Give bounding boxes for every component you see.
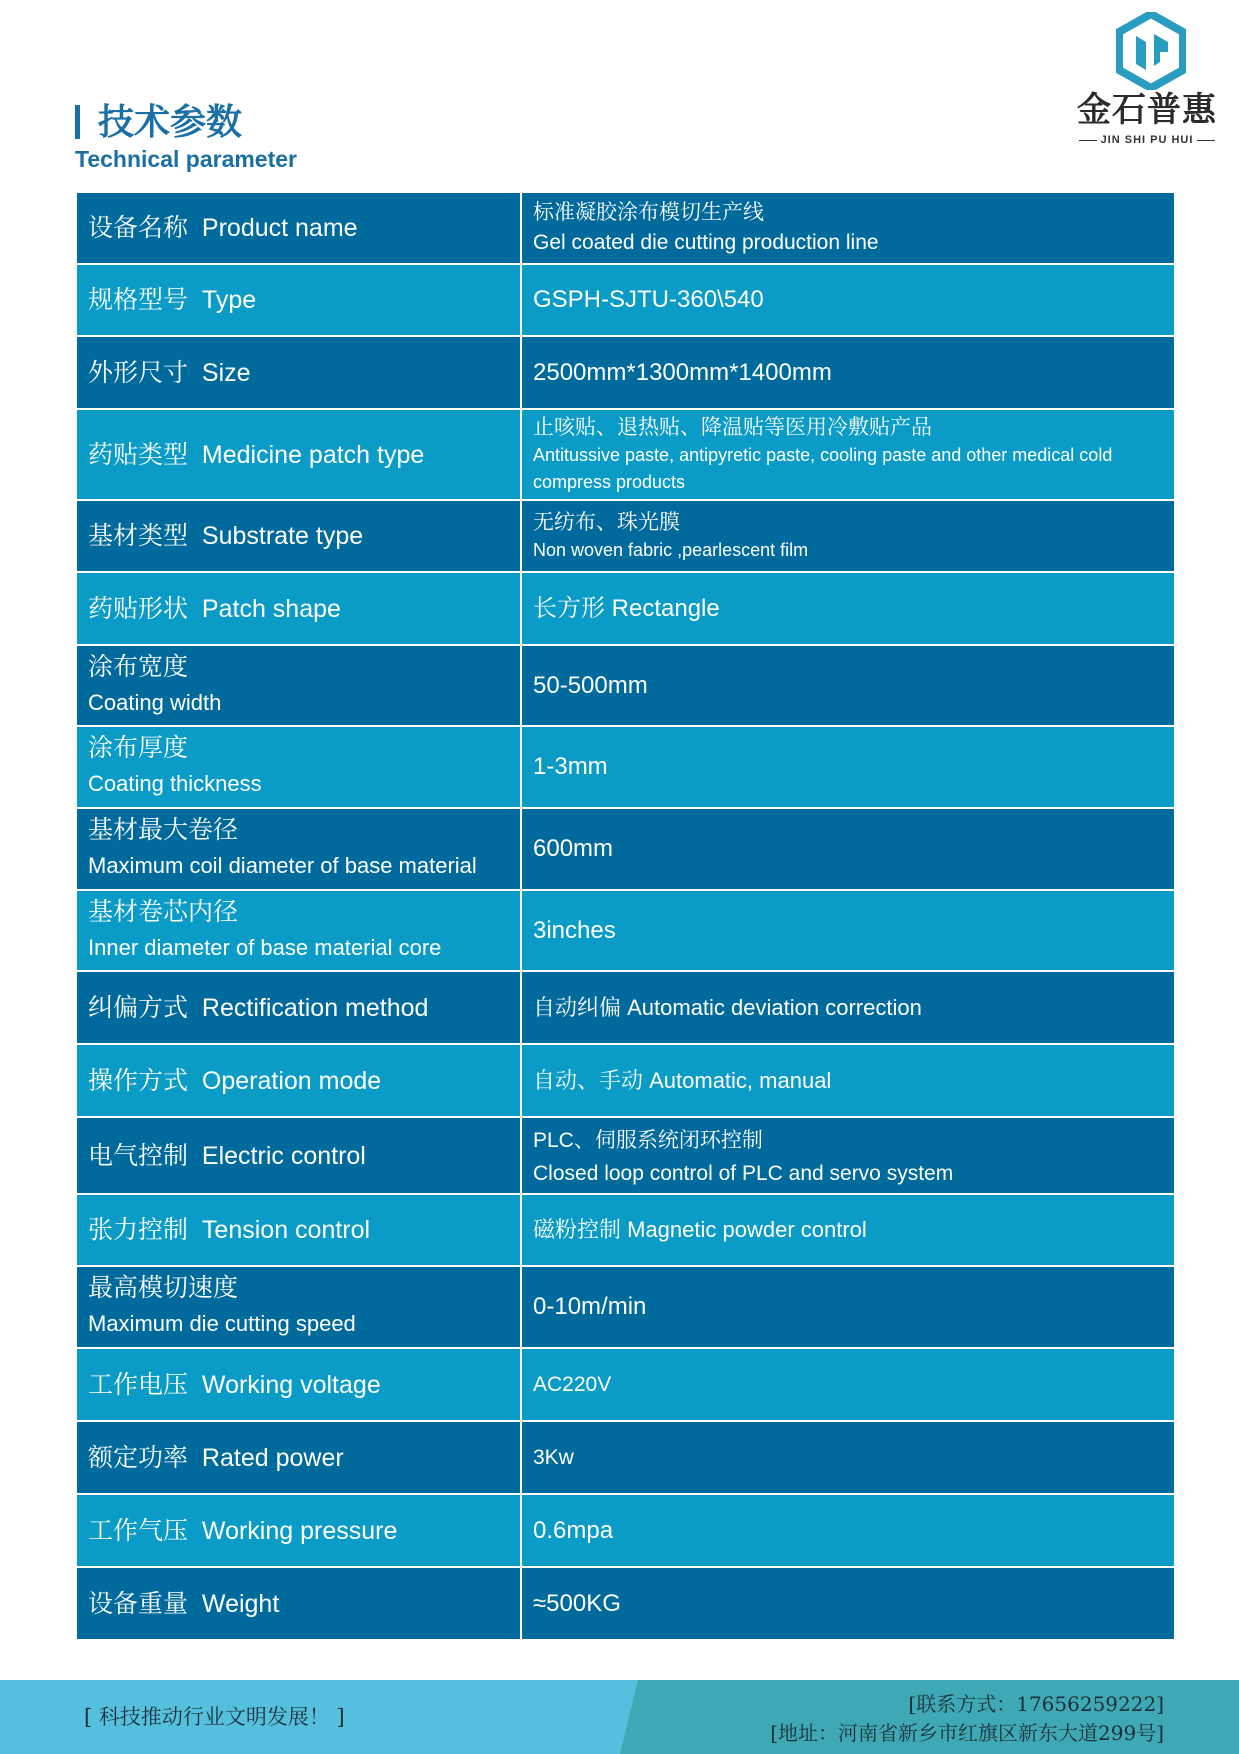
table-row (76, 500, 1175, 572)
param-value: 止咳贴、退热贴、降温贴等医用冷敷贴产品 Antitussive paste, antipyretic paste, cooling paste and other medical cold compress products (521, 409, 1175, 500)
param-key: 工作气压 Working pressure (76, 1494, 521, 1567)
param-value: 0.6mpa (521, 1494, 1175, 1567)
param-key: 张力控制 Tension control (76, 1194, 521, 1266)
parameter-table (75, 191, 1176, 1641)
table-row (76, 1194, 1175, 1266)
table-row (76, 572, 1175, 645)
param-value: AC220V (521, 1348, 1175, 1421)
table-row (76, 1494, 1175, 1567)
table-row (76, 808, 1175, 890)
param-key: 基材卷芯内径 Inner diameter of base material core (76, 890, 521, 971)
page-title (75, 100, 297, 144)
table-row (76, 645, 1175, 726)
table-row (76, 890, 1175, 971)
param-key: 涂布宽度 Coating width (76, 645, 521, 726)
param-key: 设备名称 Product name (76, 192, 521, 264)
param-key: 工作电压 Working voltage (76, 1348, 521, 1421)
param-key: 电气控制 Electric control (76, 1117, 521, 1194)
table-row (76, 971, 1175, 1044)
param-value: 2500mm*1300mm*1400mm (521, 336, 1175, 409)
param-value: GSPH-SJTU-360\540 (521, 264, 1175, 336)
hexagon-logo-icon (1116, 12, 1186, 90)
footer-slogan: [ 科技推动行业文明发展！ ] (84, 1705, 345, 1729)
param-value: 无纺布、珠光膜 Non woven fabric ,pearlescent film (521, 500, 1175, 572)
table-row (76, 1348, 1175, 1421)
title-bar (75, 105, 80, 139)
param-value: 0-10m/min (521, 1266, 1175, 1348)
param-key: 药贴类型 Medicine patch type (76, 409, 521, 500)
param-key: 基材类型 Substrate type (76, 500, 521, 572)
table-row (76, 1044, 1175, 1117)
company-logo (1072, 12, 1222, 146)
table-row (76, 1421, 1175, 1494)
param-value: 3inches (521, 890, 1175, 971)
page-header (75, 100, 297, 173)
param-key: 药贴形状 Patch shape (76, 572, 521, 645)
param-value: 磁粉控制 Magnetic powder control (521, 1194, 1175, 1266)
param-value: 自动、手动 Automatic, manual (521, 1044, 1175, 1117)
param-value: 标准凝胶涂布模切生产线 Gel coated die cutting production line (521, 192, 1175, 264)
contact-phone: [联系方式：17656259222] (908, 1692, 1164, 1716)
param-key: 涂布厚度 Coating thickness (76, 726, 521, 808)
page-footer (0, 1680, 1239, 1754)
param-value: 50-500mm (521, 645, 1175, 726)
param-key: 额定功率 Rated power (76, 1421, 521, 1494)
param-key: 设备重量 Weight (76, 1567, 521, 1640)
table-row (76, 264, 1175, 336)
param-value: ≈500KG (521, 1567, 1175, 1640)
table-row (76, 336, 1175, 409)
param-key: 规格型号 Type (76, 264, 521, 336)
table-row (76, 192, 1175, 264)
param-key: 纠偏方式 Rectification method (76, 971, 521, 1044)
param-value: 自动纠偏 Automatic deviation correction (521, 971, 1175, 1044)
param-value: 3Kw (521, 1421, 1175, 1494)
page-title-cn: 技术参数 (98, 101, 243, 142)
param-key: 最高模切速度 Maximum die cutting speed (76, 1266, 521, 1348)
page-title-en: Technical parameter (75, 146, 298, 172)
table-row (76, 726, 1175, 808)
param-value: PLC、伺服系统闭环控制 Closed loop control of PLC and servo system (521, 1117, 1175, 1194)
param-value: 600mm (521, 808, 1175, 890)
table-row (76, 409, 1175, 500)
contact-address: [地址：河南省新乡市红旗区新东大道299号] (770, 1721, 1164, 1745)
param-value: 长方形 Rectangle (521, 572, 1175, 645)
param-value: 1-3mm (521, 726, 1175, 808)
table-row (76, 1117, 1175, 1194)
logo-subtitle: JIN SHI PU HUI (1072, 134, 1222, 146)
param-key: 操作方式 Operation mode (76, 1044, 521, 1117)
logo-name: 金石普惠 (1077, 90, 1217, 130)
param-key: 基材最大卷径 Maximum coil diameter of base material (76, 808, 521, 890)
table-row (76, 1266, 1175, 1348)
param-key: 外形尺寸 Size (76, 336, 521, 409)
footer-contact (770, 1690, 1164, 1748)
table-row (76, 1567, 1175, 1640)
